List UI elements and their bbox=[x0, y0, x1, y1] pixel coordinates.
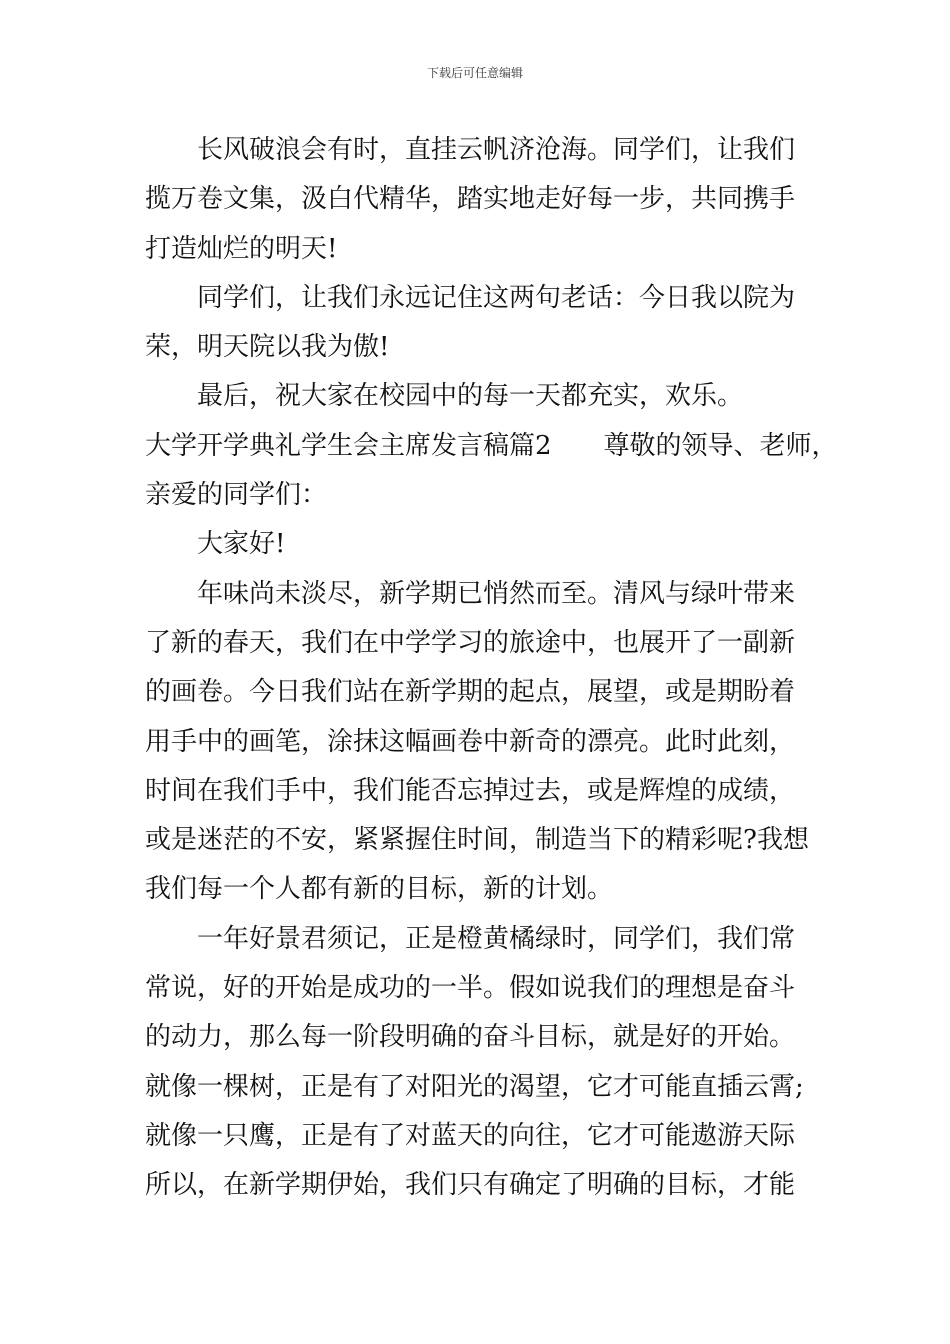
text-line: 一年好景君须记，正是橙黄橘绿时，同学们，我们常 bbox=[197, 923, 796, 954]
text-line: 长风破浪会有时，直挂云帆济沧海。同学们，让我们 bbox=[197, 135, 796, 165]
document-body bbox=[145, 126, 838, 1211]
salutation: 尊敬的领导、老师， bbox=[603, 430, 838, 461]
text-line: 用手中的画笔，涂抹这幅画卷中新奇的漂亮。此时此刻， bbox=[145, 726, 796, 757]
text-line: 我们每一个人都有新的目标，新的计划。 bbox=[145, 874, 614, 905]
text-line: 荣，明天院以我为傲! bbox=[145, 332, 390, 363]
text-line: 时间在我们手中，我们能否忘掉过去，或是辉煌的成绩， bbox=[145, 775, 796, 806]
page-header: 下载后可任意编辑 bbox=[426, 66, 523, 80]
text-line: 常说，好的开始是成功的一半。假如说我们的理想是奋斗 bbox=[145, 973, 796, 1004]
text-line: 所以，在新学期伊始，我们只有确定了明确的目标，才能 bbox=[145, 1170, 796, 1201]
text-line: 揽万卷文集，汲白代精华，踏实地走好每一步，共同携手 bbox=[145, 184, 796, 215]
greeting-line: 大家好! bbox=[197, 529, 286, 560]
text-line: 了新的春天，我们在中学学习的旅途中，也展开了一副新 bbox=[145, 627, 796, 658]
section-heading: 大学开学典礼学生会主席发言稿篇2 bbox=[145, 430, 552, 461]
text-line: 就像一棵树，正是有了对阳光的渴望，它才可能直插云霄; bbox=[145, 1071, 804, 1102]
text-line: 最后，祝大家在校园中的每一天都充实，欢乐。 bbox=[197, 381, 744, 412]
text-line: 的画卷。今日我们站在新学期的起点，展望，或是期盼着 bbox=[145, 677, 796, 708]
text-line: 年味尚未淡尽，新学期已悄然而至。清风与绿叶带来 bbox=[197, 578, 796, 609]
text-line: 或是迷茫的不安，紧紧握住时间，制造当下的精彩呢?我想 bbox=[145, 825, 809, 856]
text-line: 同学们，让我们永远记住这两句老话：今日我以院为 bbox=[197, 282, 796, 313]
text-line: 就像一只鹰，正是有了对蓝天的向往，它才可能遨游天际 bbox=[145, 1120, 796, 1151]
text-line: 亲爱的同学们： bbox=[145, 480, 328, 511]
text-line: 的动力，那么每一阶段明确的奋斗目标，就是好的开始。 bbox=[145, 1022, 796, 1053]
text-line: 打造灿烂的明天! bbox=[145, 233, 338, 264]
section-heading-line bbox=[145, 422, 838, 471]
